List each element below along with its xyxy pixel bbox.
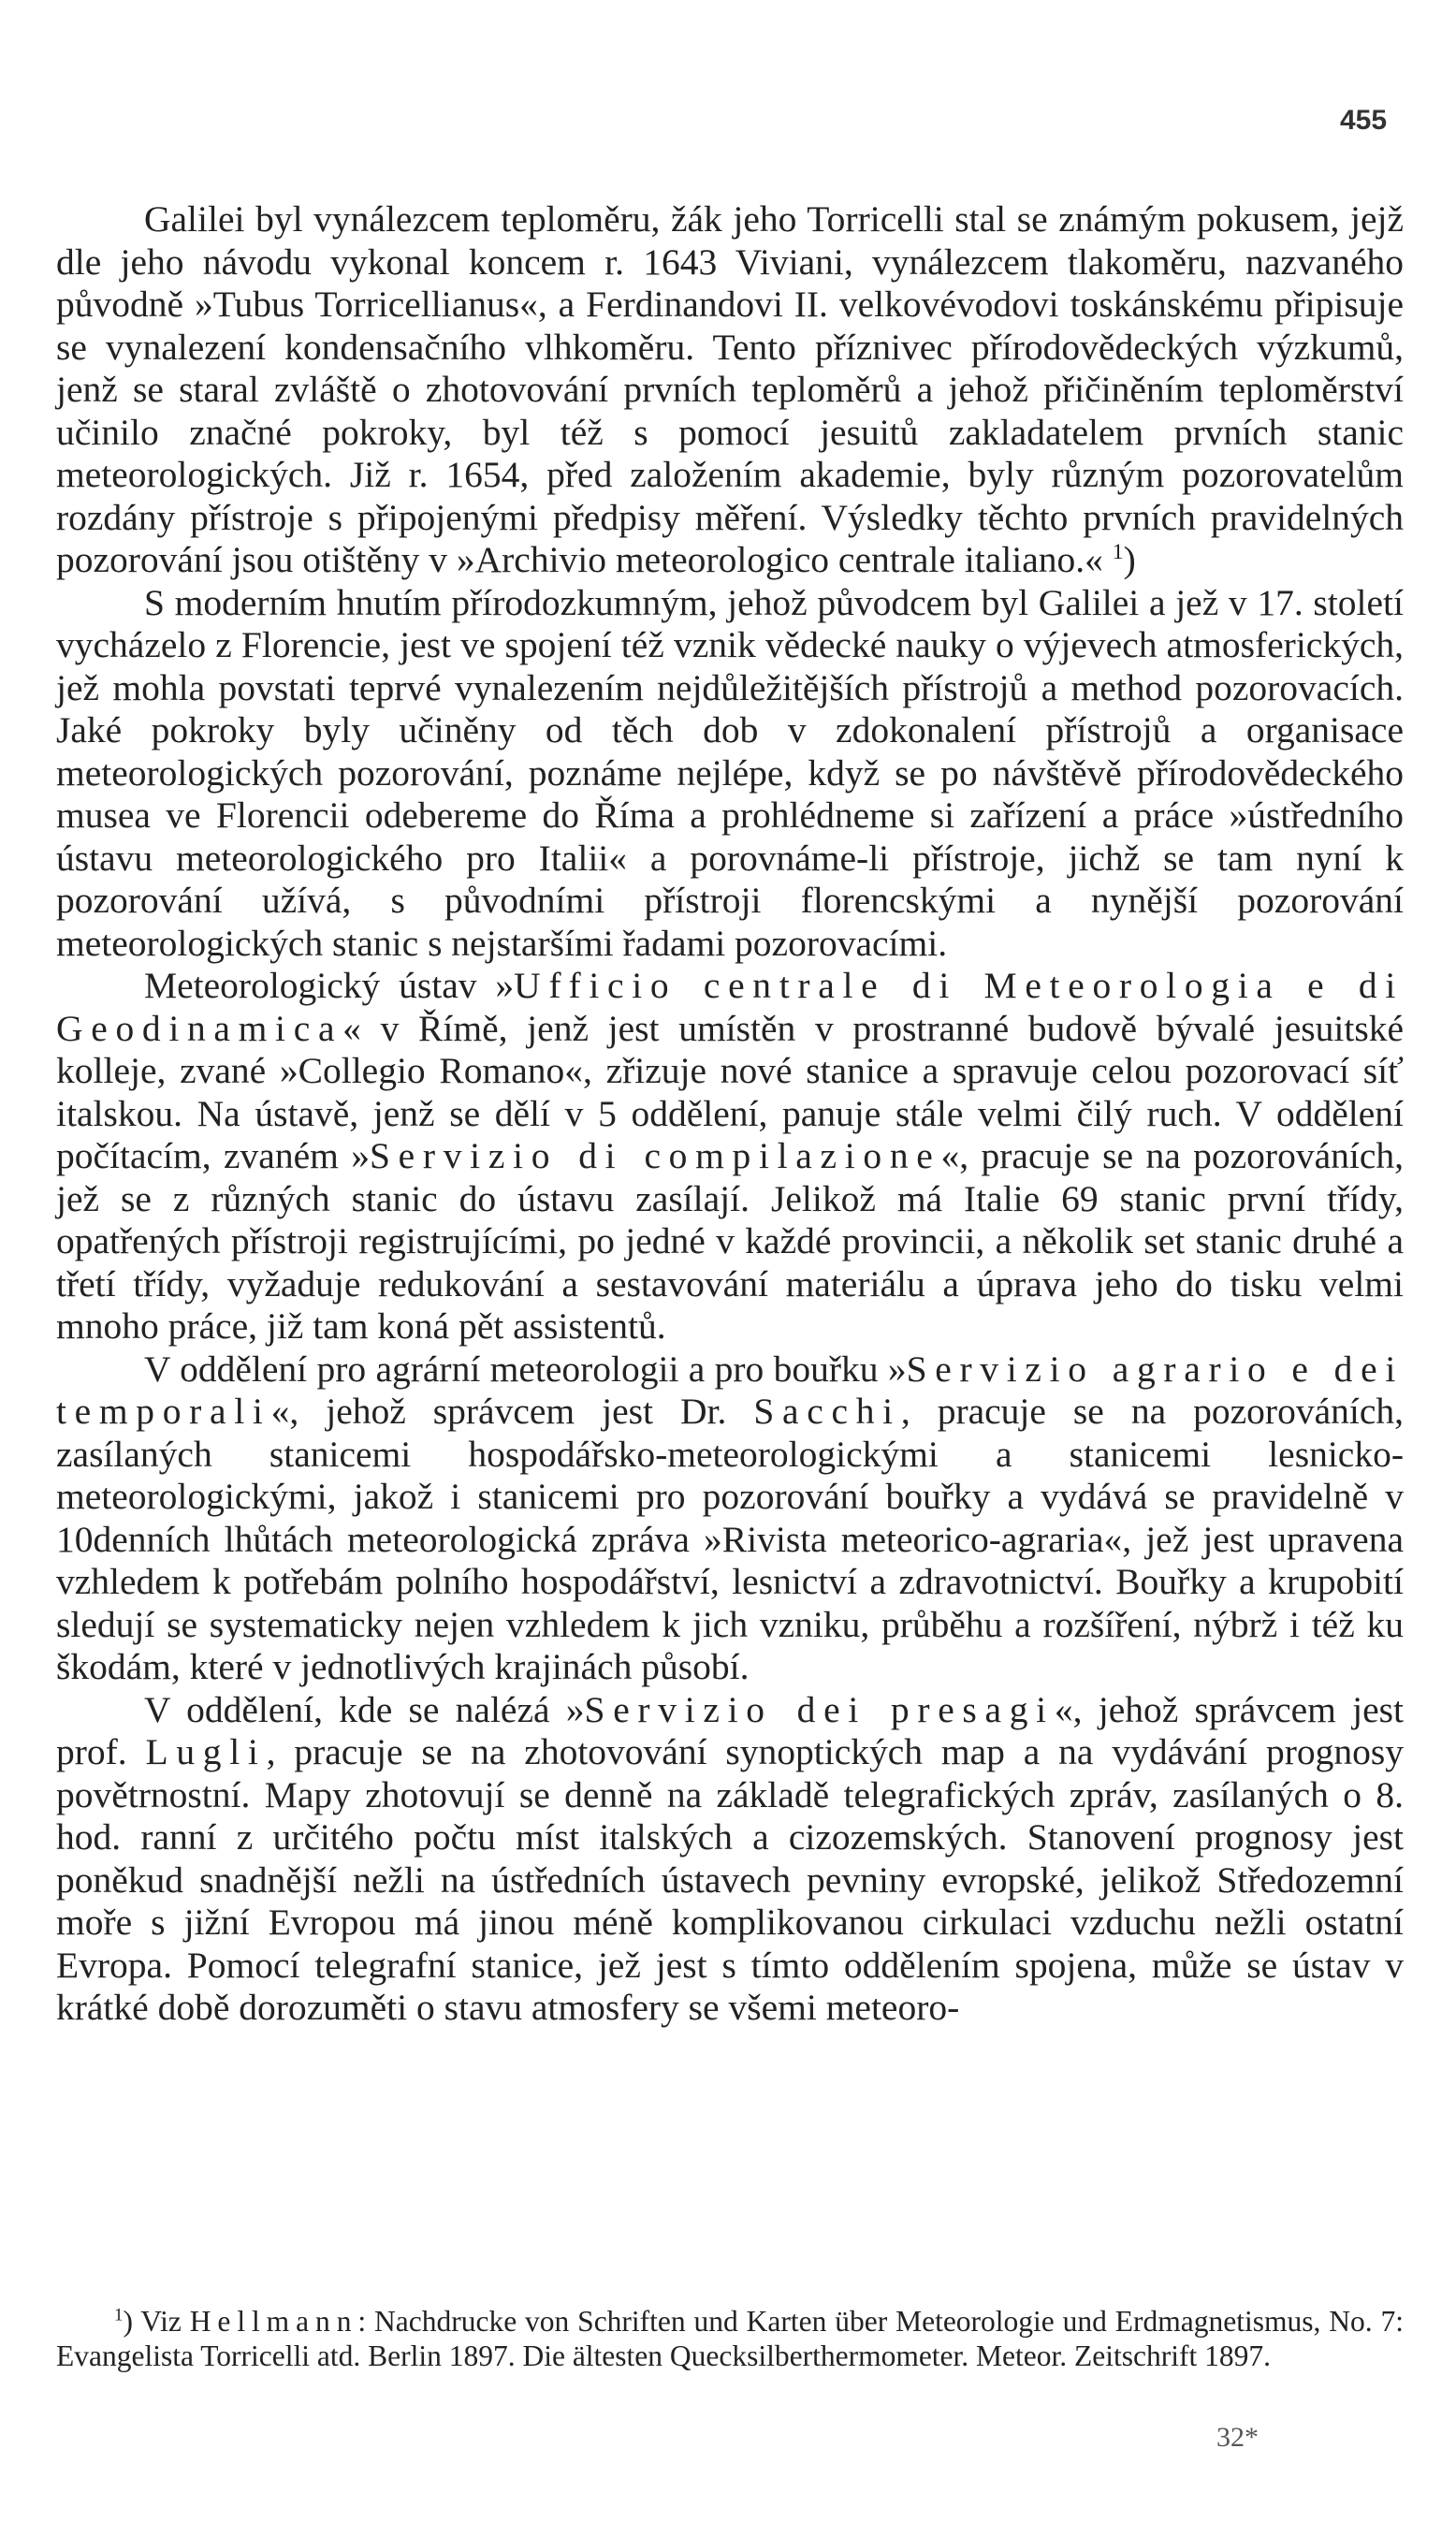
paragraph-4 <box>56 1348 1404 1689</box>
body-text <box>56 198 1404 2030</box>
paragraph-3-text-e: «, pracuje se na pozorováních, jež se z různých stanic do ústavu zasílají. Jelikož má Italie 69 stanic první třídy, opatřených přístroji registrujícími, po jedné v každé provincii, a několik set stanic druhé a třetí třídy, vyžaduje redukování a sestavování materiálu a úprava jeho do tisku velmi mnoho práce, již tam koná pět assistentů. <box>56 1135 1404 1347</box>
paragraph-5-text-a: V oddělení, kde se nalézá » <box>144 1688 585 1730</box>
paragraph-5 <box>56 1689 1404 2030</box>
footnote-ref-1[interactable]: 1 <box>1112 539 1124 564</box>
footnote-1 <box>56 2304 1404 2373</box>
footnote-1-text-b: : Nachdrucke von Schriften und Karten über Meteorologie und Erdmagnetismus, No. 7: Evangelista Torricelli atd. Berlin 1897. Die ältesten Quecksilberthermometer. Meteor. Zeitschrift 1897. <box>56 2305 1404 2372</box>
paragraph-4-text-a: V oddělení pro agrární meteorologii a pro bouřku » <box>144 1348 907 1390</box>
paragraph-4-text-e: , pracuje se na pozorováních, zasílaných stanicemi hospodářsko-meteorologickými a stanicemi lesnicko-meteorologickými, jakož i stanicemi pro pozorování bouřky a vydává se pravidelně v 10denních lhůtách meteorologická zpráva »Rivista meteorico-agraria«, jež jest upravena vzhledem k potřebám polního hospodářství, lesnictví a zdravotnictví. Bouřky a krupobití sledují se systematicky nejen vzhledem k jich vzniku, průběhu a rozšíření, nýbrž i též ku škodám, které v jednotlivých krajinách působí. <box>56 1391 1404 1687</box>
paragraph-2 <box>56 582 1404 966</box>
footnote-1-author: Hellmann <box>189 2305 358 2338</box>
footnotes <box>56 2304 1404 2373</box>
servizio-agrario-spaced: Servizio agrario e dei temporali <box>56 1348 1404 1432</box>
footnote-1-marker: 1 <box>114 2305 124 2325</box>
servizio-presagi-spaced: Servizio dei presagi <box>584 1688 1055 1730</box>
servizio-compilazione-spaced: Servizio di compilazione <box>370 1135 941 1176</box>
page-number: 455 <box>1340 105 1388 136</box>
paragraph-1 <box>56 198 1404 582</box>
paragraph-5-text-e: , pracuje se na zhotovování synoptických map a na vydávání prognosy povětrnostní. Mapy zhotovují se denně na základě telegrafických zpráv, zasílaných o 8. hod. ranní z určitého počtu míst italských a cizozemských. Stanovení prognosy jest poněkud snadnější nežli na ústředních ústavech pevniny evropské, jelikož Středozemní moře s jižní Evropou má jinou méně komplikovanou cirkulaci vzduchu nežli ostatní Evropa. Pomocí telegrafní stanice, jež jest s tímto oddělením spojena, může se ústav v krátké době dorozuměti o stavu atmosfery se všemi meteoro- <box>56 1731 1404 2028</box>
paragraph-3 <box>56 965 1404 1348</box>
institute-name-spaced: Ufficio centrale di Meteorologia e di Geodinamica <box>56 965 1404 1049</box>
footnote-1-paren: ) <box>123 2305 133 2338</box>
paragraph-5-text-c: «, jehož správcem jest prof. <box>56 1688 1404 1772</box>
paragraph-1-text: Galilei byl vynálezcem teploměru, žák jeho Torricelli stal se známým pokusem, jejž dle jeho návodu vykonal koncem r. 1643 Viviani, vynálezcem tlakoměru, nazvaného původně »Tubus Torricellianus«, a Ferdinandovi II. velkovévodovi toskánskému připisuje se vynalezení kondensačního vlhkoměru. Tento příznivec přírodovědeckých výzkumů, jenž se staral zvláště o zhotovování prvních teploměrů a jehož přičiněním teploměrství učinilo značné pokroky, byl též s pomocí jesuitů zakladatelem prvních stanic meteorologických. Již r. 1654, před založením akademie, byly různým pozorovatelům rozdány přístroje s připojenými předpisy měření. Výsledky těchto prvních pravidelných pozorování jsou otištěny v »Archivio meteorologico centrale italiano.« <box>56 198 1404 580</box>
paragraph-3-text-c: « v Římě, jenž jest umístěn v prostranné budově bývalé jesuitské kolleje, zvané »Collegio Romano«, zřizuje nové stanice a spravuje celou pozorovací síť italskou. Na ústavě, jenž se dělí v 5 oddělení, panuje stále velmi čilý ruch. V oddělení počítacím, zvaném » <box>56 1007 1404 1176</box>
paragraph-3-text-a: Meteorologický ústav » <box>144 965 515 1006</box>
footnote-ref-1-paren: ) <box>1123 539 1136 580</box>
lugli-name-spaced: Lugli <box>145 1731 267 1772</box>
paragraph-4-text-c: «, jehož správcem jest Dr. <box>270 1391 754 1432</box>
paragraph-2-text: S moderním hnutím přírodozkumným, jehož původcem byl Galilei a jež v 17. století vycházelo z Florencie, jest ve spojení též vznik vědecké nauky o výjevech atmosferických, jež mohla povstati teprvé vynalezením nejdůležitějších přístrojů a method pozorovacích. Jaké pokroky byly učiněny od těch dob v zdokonalení přístrojů a organisace meteorologických pozorování, poznáme nejlépe, když se po návštěvě přírodovědeckého musea ve Florencii odebereme do Říma a prohlédneme si zařízení a práce »ústředního ústavu meteorologického pro Italii« a porovnáme-li přístroje, jichž se tam nyní k pozorování užívá, s původními přístroji florencskými a nynější pozorování meteorologických stanic s nejstaršími řadami pozorovacími. <box>56 581 1404 964</box>
signature-mark: 32* <box>1216 2422 1259 2453</box>
sacchi-name-spaced: Sacchi <box>753 1391 901 1432</box>
footnote-1-text-a: Viz <box>132 2305 190 2338</box>
